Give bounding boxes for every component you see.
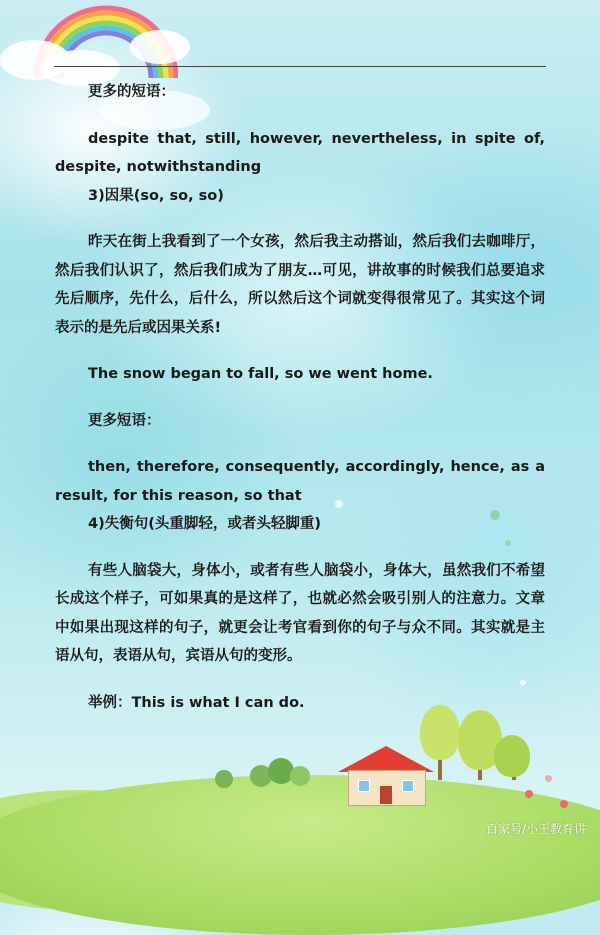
flower [560, 800, 568, 808]
house-roof [338, 746, 434, 772]
spacer [55, 435, 545, 453]
spacer [55, 210, 545, 228]
spacer [55, 539, 545, 557]
hill [0, 775, 600, 935]
house-window [358, 780, 370, 792]
article-body [55, 78, 545, 717]
flower [545, 775, 552, 782]
spacer [55, 342, 545, 360]
phrase-list: then, therefore, consequently, accordingly, hence, as a result, for this reason, so that [55, 459, 545, 504]
spacer [55, 107, 545, 125]
cloud [130, 30, 190, 64]
flower [525, 790, 533, 798]
phrase-list: despite that, still, however, nevertheless, in spite of, despite, notwithstanding [55, 130, 545, 175]
body-paragraph: 昨天在街上我看到了一个女孩，然后我主动搭讪，然后我们去咖啡厅，然后我们认识了，然后我们成为了朋友…可见，讲故事的时候我们总要追求先后顺序，先什么，后什么，所以然后这个词就变得很常见了。其实这个词表示的是先后或因果关系! [55, 234, 545, 336]
house-door [380, 786, 392, 804]
section-heading: 3)因果(so, so, so) [88, 187, 224, 204]
body-paragraph: 有些人脑袋大，身体小，或者有些人脑袋小，身体大，虽然我们不希望长成这个样子，可如果真的是这样了，也就必然会吸引别人的注意力。文章中如果出现这样的句子，就更会让考官看到你的句子与众不同。其实就是主语从句，表语从句，宾语从句的变形。 [55, 562, 545, 664]
section-heading: 更多短语： [88, 412, 161, 429]
section-heading: 更多的短语： [88, 84, 175, 100]
top-divider [54, 66, 546, 67]
tree [494, 735, 530, 777]
spacer [55, 671, 545, 689]
example-sentence: 举例：This is what I can do. [88, 694, 305, 711]
example-sentence: The snow began to fall, so we went home. [88, 366, 433, 382]
section-heading: 4)失衡句(头重脚轻，或者头轻脚重) [88, 516, 321, 532]
spacer [55, 389, 545, 407]
bush [290, 766, 310, 786]
watermark: 百家号/小王教育讲 [485, 822, 586, 836]
house-window [402, 780, 414, 792]
bush [215, 770, 233, 788]
